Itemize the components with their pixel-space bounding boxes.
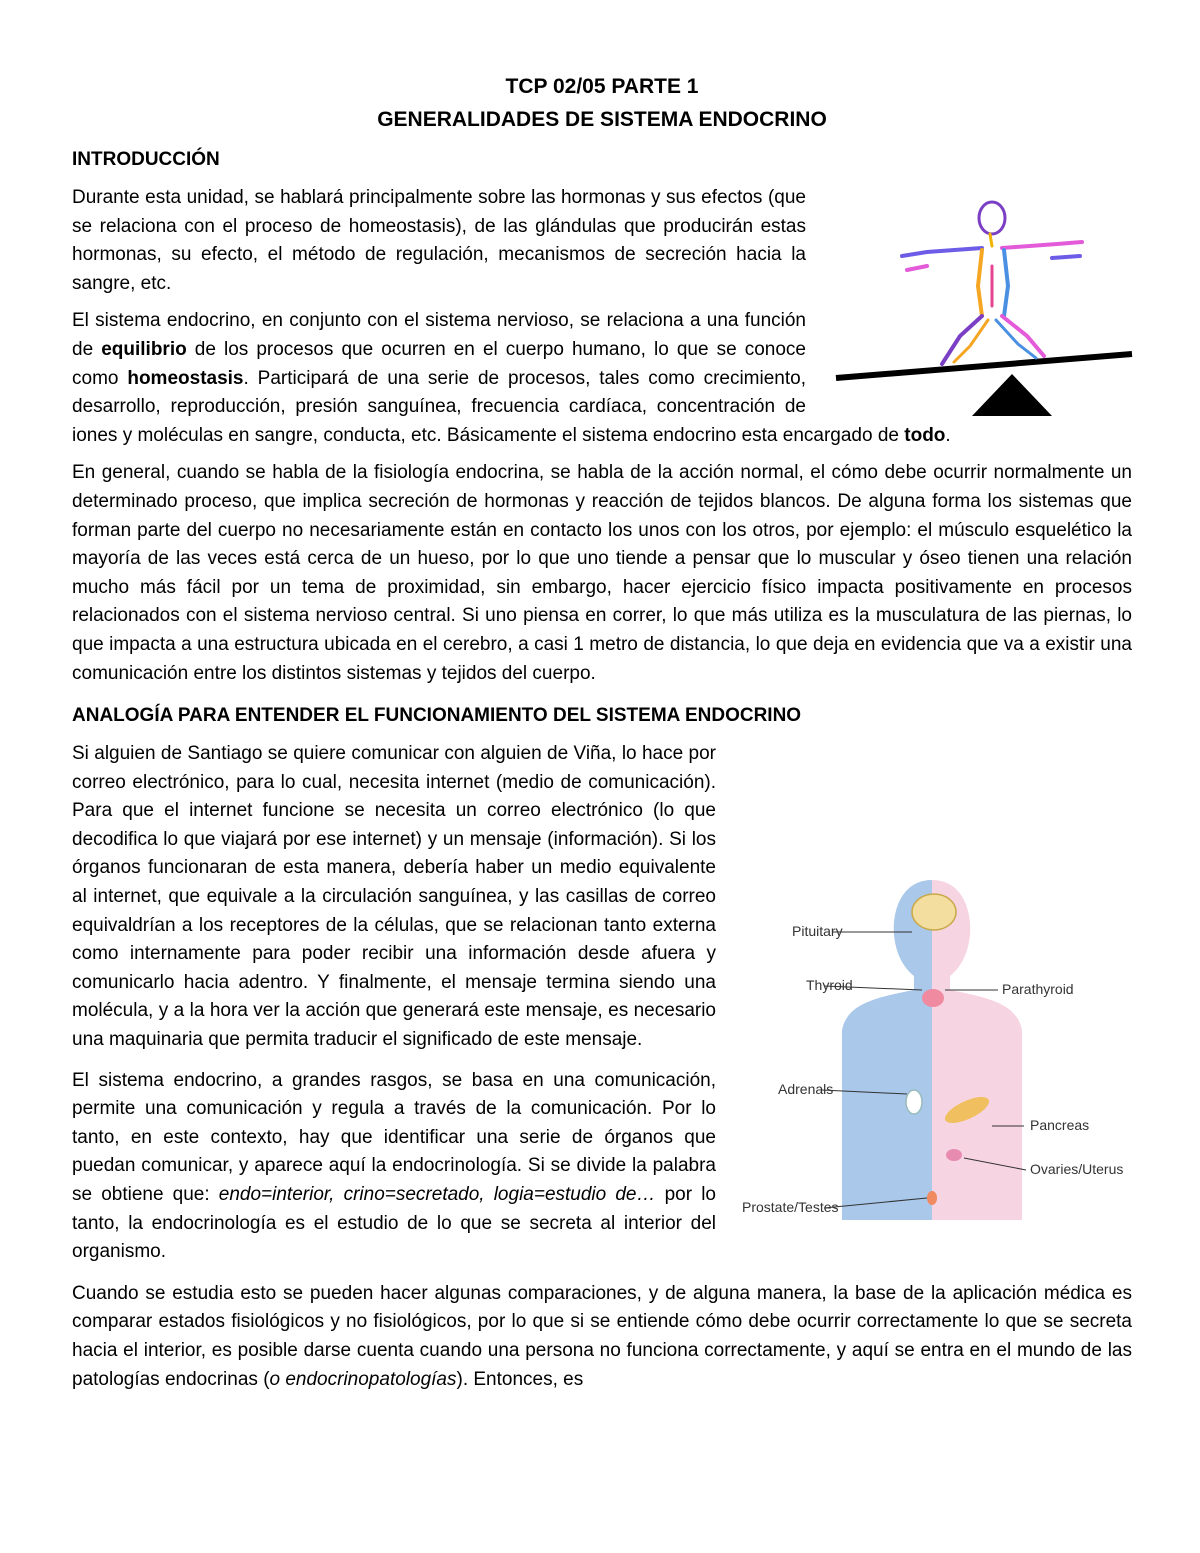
balance-figure <box>832 186 1142 416</box>
text-segment: ). Entonces, es <box>456 1368 584 1390</box>
label-pituitary: Pituitary <box>792 923 843 940</box>
figure-right-arm-lower <box>1052 256 1080 258</box>
label-prostate: Prostate/Testes <box>742 1199 839 1216</box>
text-segment: El sistema endocrino, en conjunto con el sistema nervioso, se relaciona a una función de <box>72 310 806 360</box>
figure-torso-left <box>978 250 982 316</box>
term-homeostasis: homeostasis <box>127 367 244 389</box>
thyroid-gland <box>922 989 944 1007</box>
label-adrenals: Adrenals <box>778 1081 834 1098</box>
human-figure <box>902 202 1082 364</box>
adrenal-gland <box>906 1090 922 1114</box>
figure-right-leg <box>1002 316 1044 356</box>
paragraph-physiology: En general, cuando se habla de la fisiología endocrina, se habla de la acción normal, el cómo debe ocurrir normalmente un determinado proceso, que implica secreción de hormonas y reacción de tejidos blancos. De alguna forma los sistemas que forman parte del cuerpo no necesariamente están en contacto los unos con los otros, por ejemplo: el músculo esquelético la mayoría de las veces está cerca de un hueso, por lo que uno tiende a pensar que lo muscular y óseo tienen una relación mucho más fácil por un tema de proximidad, sin embargo, hacer ejercicio físico impacta positivamente en procesos relacionados con el sistema nervioso central. Si uno piensa en correr, lo que más utiliza es la musculatura de las piernas, lo que impacta a una estructura ubicada en el cerebro, a casi 1 metro de distancia, lo que deja en evidencia que va a existir una comunicación entre los distintos sistemas y tejidos del cuerpo. <box>72 462 1132 684</box>
text-segment: . Participará de una serie de procesos, tales como crecimiento, desarrollo, reproducción, presión sanguínea, frecuencia cardíaca, concentración de iones y moléculas en sangre, conducta, etc. Básicamente el sistema endocrino esta encargado de <box>72 367 905 446</box>
term-equilibrio: equilibrio <box>101 338 187 360</box>
ovary-gland <box>946 1149 962 1161</box>
paragraph-pathology <box>72 1276 1132 1394</box>
term-todo: todo <box>904 424 946 446</box>
figure-left-arm <box>902 248 982 256</box>
etymology-text: endo=interior, crino=secretado, logia=estudio de… <box>218 1184 656 1205</box>
label-pancreas: Pancreas <box>1030 1117 1090 1134</box>
figure-right-arm <box>1002 242 1082 248</box>
brain <box>912 894 956 930</box>
figure-head <box>979 202 1005 234</box>
label-parathyroid: Parathyroid <box>1002 981 1074 998</box>
document-title: GENERALIDADES DE SISTEMA ENDOCRINO <box>377 108 827 131</box>
label-ovaries: Ovaries/Uterus <box>1030 1161 1124 1178</box>
text-segment: por lo tanto, la endocrinología es el estudio de lo que se secreta al interior del organismo. <box>72 1184 716 1263</box>
document-title-code: TCP 02/05 PARTE 1 <box>505 75 699 98</box>
figure-neck <box>990 234 992 246</box>
fulcrum <box>972 374 1052 416</box>
analogy-heading: ANALOGÍA PARA ENTENDER EL FUNCIONAMIENTO DEL SISTEMA ENDOCRINO <box>72 705 802 727</box>
figure-left-leg <box>942 316 982 364</box>
text-segment: El sistema endocrino, a grandes rasgos, se basa en una comunicación, permite una comunicación y regula a través de la comunicación. Por lo tanto, en este contexto, hay que identificar una serie de órganos que puedan comunicar, y aparece aquí la endocrinología. Si se divide la palabra se obtiene que: <box>72 1069 716 1205</box>
figure-left-arm-lower <box>907 266 927 270</box>
text-segment: . <box>945 424 951 446</box>
label-thyroid: Thyroid <box>806 977 853 994</box>
document-page <box>72 70 1132 1403</box>
term-endocrinopatologias: o endocrinopatologías <box>269 1368 457 1390</box>
paragraph-intro: Durante esta unidad, se hablará principalmente sobre las hormonas y sus efectos (que se relaciona con el proceso de homeostasis), de las glándulas que producirán estas hormonas, su efecto, el método de regulación, mecanismos de secreción hacia la sangre, etc. <box>72 187 806 294</box>
body-silhouette <box>842 880 1022 1220</box>
testes-gland <box>927 1191 937 1205</box>
figure-torso-right <box>1004 250 1008 316</box>
text-segment: Cuando se estudia esto se pueden hacer algunas comparaciones, y de alguna manera, la base de la aplicación médica es comparar estados fisiológicos y no fisiológicos, por lo que si se entiende cómo debe ocurrir correctamente lo que se secreta hacia el interior, es posible darse cuenta cuando una persona no funciona correctamente, y aquí se entra en el mundo de las patologías endocrinas ( <box>72 1282 1132 1390</box>
endocrine-body-figure <box>742 880 1142 1220</box>
seesaw-beam <box>836 354 1132 378</box>
text-segment: de los procesos que ocurren en el cuerpo humano, lo que se conoce como <box>72 338 806 389</box>
paragraph-analogy-text: Si alguien de Santiago se quiere comunicar con alguien de Viña, lo hace por correo electrónico, para lo cual, necesita internet (medio de comunicación). Para que el internet funcione se necesita un correo electrónico (lo que decodifica lo que viajará por ese internet) y un mensaje (información). Si los órganos funcionaran de esta manera, debería haber un medio equivalente al internet, que equivale a la circulación sanguínea, y las casillas de correo equivaldrían a los receptores de la células, que se relacionan tanto externa como internamente para poder recibir una información desde afuera y comunicarlo hacia adentro. Y finalmente, el mensaje termina siendo una molécula, y a la hora ver la acción que generará este mensaje, es necesario una maquinaria que permita traducir el significado de este mensaje. <box>72 743 716 1051</box>
intro-heading: INTRODUCCIÓN <box>72 149 220 170</box>
